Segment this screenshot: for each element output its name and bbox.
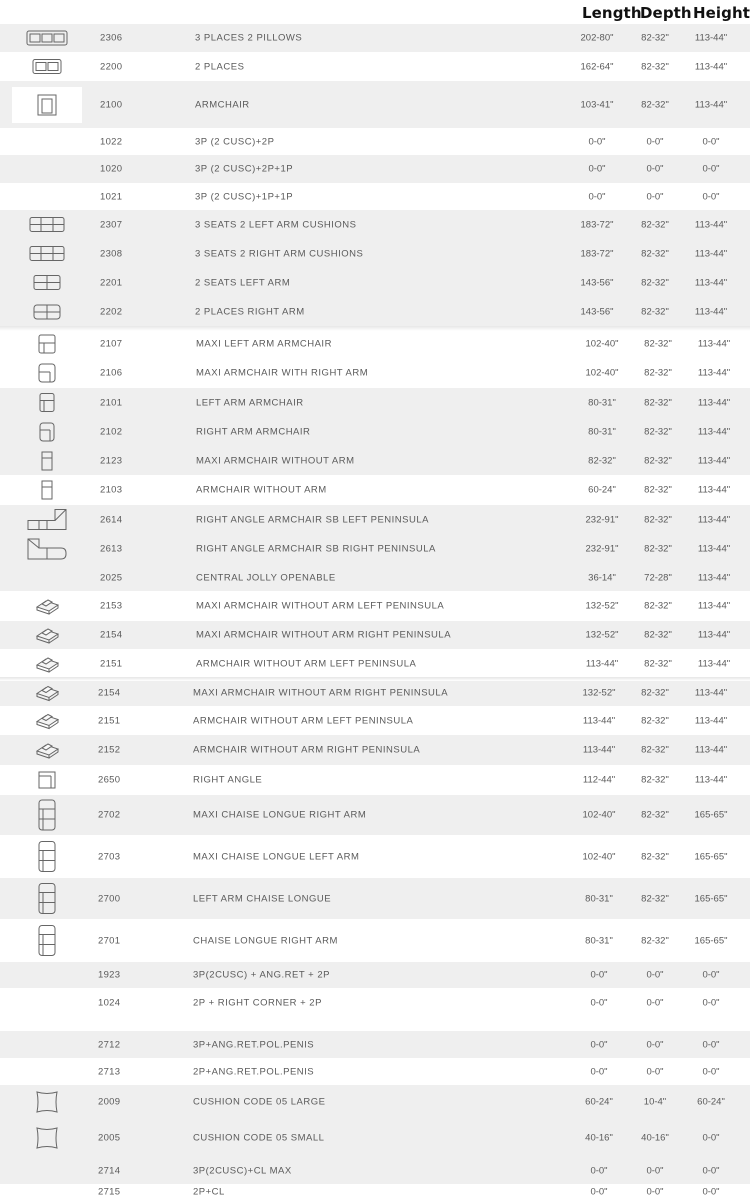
depth-value: 0-0" bbox=[646, 136, 664, 147]
height-value: 113-44" bbox=[694, 774, 728, 786]
product-description: 2P+ANG.RET.POL.PENIS bbox=[193, 1066, 315, 1077]
sofa-2-places-icon bbox=[16, 54, 78, 79]
length-value: 0-0" bbox=[590, 997, 608, 1008]
table-row bbox=[0, 128, 750, 155]
product-code: 2151 bbox=[98, 715, 121, 726]
depth-value: 0-0" bbox=[646, 997, 664, 1008]
depth-value: 82-32" bbox=[641, 306, 669, 318]
product-code: 2201 bbox=[100, 277, 123, 288]
table-row bbox=[0, 765, 750, 795]
table-row bbox=[0, 1119, 750, 1157]
depth-value: 10-4" bbox=[643, 1096, 667, 1108]
height-value: 113-44" bbox=[697, 572, 731, 583]
height-value: 165-65" bbox=[694, 935, 728, 946]
height-value: 113-44" bbox=[694, 306, 728, 318]
length-value: 132-52" bbox=[585, 629, 619, 641]
length-value: 113-44" bbox=[582, 715, 616, 726]
height-value: 113-44" bbox=[694, 744, 728, 756]
product-description: 3 SEATS 2 LEFT ARM CUSHIONS bbox=[195, 219, 357, 230]
height-value: 0-0" bbox=[702, 191, 720, 202]
depth-value: 72-28" bbox=[644, 572, 672, 583]
length-value: 0-0" bbox=[590, 1039, 608, 1050]
height-value: 0-0" bbox=[702, 136, 720, 147]
section-divider bbox=[0, 326, 750, 331]
height-value: 113-44" bbox=[697, 514, 731, 525]
table-row bbox=[0, 1184, 750, 1200]
table-row bbox=[0, 621, 750, 649]
table-row bbox=[0, 919, 750, 962]
sofa-2-places-right-arm-icon bbox=[16, 299, 78, 325]
depth-value: 0-0" bbox=[646, 1165, 664, 1176]
product-description: 3 PLACES 2 PILLOWS bbox=[195, 32, 303, 44]
product-code: 2100 bbox=[100, 99, 123, 110]
right-angle-right-peninsula-icon bbox=[16, 536, 78, 562]
product-description: ARMCHAIR bbox=[195, 99, 250, 110]
table-row bbox=[0, 649, 750, 679]
depth-value: 82-32" bbox=[644, 629, 672, 641]
product-code: 2713 bbox=[98, 1066, 121, 1077]
depth-value: 82-32" bbox=[644, 426, 672, 438]
height-value: 165-65" bbox=[694, 893, 728, 904]
product-description: ARMCHAIR WITHOUT ARM RIGHT PENINSULA bbox=[193, 744, 421, 756]
product-code: 2308 bbox=[100, 248, 123, 259]
height-value: 113-44" bbox=[697, 629, 731, 641]
right-angle-icon bbox=[16, 767, 78, 793]
table-row bbox=[0, 81, 750, 128]
height-value: 113-44" bbox=[697, 484, 731, 496]
depth-value: 82-32" bbox=[644, 367, 672, 379]
product-code: 2700 bbox=[98, 893, 121, 904]
height-value: 113-44" bbox=[697, 600, 731, 612]
height-value: 113-44" bbox=[697, 367, 731, 379]
peninsula-perspective-icon bbox=[16, 708, 78, 733]
depth-value: 82-32" bbox=[644, 658, 672, 670]
table-row bbox=[0, 268, 750, 297]
table-row bbox=[0, 183, 750, 210]
table-row bbox=[0, 210, 750, 239]
product-code: 2154 bbox=[100, 629, 123, 641]
depth-value: 82-32" bbox=[641, 687, 669, 698]
height-value: 113-44" bbox=[694, 248, 728, 259]
length-value: 60-24" bbox=[585, 1096, 613, 1108]
product-description: MAXI LEFT ARM ARMCHAIR bbox=[196, 338, 332, 350]
depth-value: 82-32" bbox=[641, 32, 669, 44]
depth-value: 0-0" bbox=[646, 191, 664, 202]
depth-value: 82-32" bbox=[644, 600, 672, 612]
depth-value: 82-32" bbox=[644, 484, 672, 496]
depth-value: 82-32" bbox=[641, 277, 669, 288]
length-value: 0-0" bbox=[590, 969, 608, 981]
table-row bbox=[0, 1017, 750, 1031]
length-value: 80-31" bbox=[585, 935, 613, 946]
product-description: MAXI ARMCHAIR WITHOUT ARM LEFT PENINSULA bbox=[196, 600, 445, 612]
product-code: 2009 bbox=[98, 1096, 121, 1108]
product-description: 3P (2 CUSC)+2P+1P bbox=[195, 163, 294, 175]
product-description: 2 SEATS LEFT ARM bbox=[195, 277, 291, 288]
length-value: 232-91" bbox=[585, 543, 619, 555]
armchair-icon bbox=[12, 87, 82, 123]
height-value: 0-0" bbox=[702, 1186, 720, 1198]
product-code: 1021 bbox=[100, 191, 123, 202]
right-angle-left-peninsula-icon bbox=[16, 507, 78, 532]
height-value: 0-0" bbox=[702, 1039, 720, 1050]
product-description: ARMCHAIR WITHOUT ARM bbox=[196, 484, 327, 496]
product-description: 3P (2 CUSC)+1P+1P bbox=[195, 191, 294, 202]
height-value: 0-0" bbox=[702, 969, 720, 981]
table-row bbox=[0, 1085, 750, 1119]
product-code: 1923 bbox=[98, 969, 121, 981]
length-value: 82-32" bbox=[588, 455, 616, 467]
sofa-3-seats-right-arm-icon bbox=[16, 241, 78, 266]
depth-value: 0-0" bbox=[646, 1066, 664, 1077]
height-value: 165-65" bbox=[694, 809, 728, 821]
length-value: 36-14" bbox=[588, 572, 616, 583]
depth-value: 82-32" bbox=[641, 715, 669, 726]
product-code: 2106 bbox=[100, 367, 123, 379]
table-row bbox=[0, 358, 750, 388]
product-description: ARMCHAIR WITHOUT ARM LEFT PENINSULA bbox=[196, 658, 417, 670]
table-row bbox=[0, 1058, 750, 1085]
depth-value: 82-32" bbox=[641, 774, 669, 786]
depth-value: 82-32" bbox=[641, 935, 669, 946]
peninsula-perspective-icon bbox=[16, 593, 78, 619]
sofa-3-seats-left-arm-icon bbox=[16, 212, 78, 237]
height-header: Height bbox=[693, 4, 750, 22]
height-value: 113-44" bbox=[694, 61, 728, 72]
table-row bbox=[0, 330, 750, 358]
length-value: 40-16" bbox=[585, 1132, 613, 1144]
depth-value: 82-32" bbox=[641, 893, 669, 904]
product-description: 3P(2CUSC) + ANG.RET + 2P bbox=[193, 969, 330, 981]
product-code: 2102 bbox=[100, 426, 123, 438]
product-description: MAXI ARMCHAIR WITHOUT ARM RIGHT PENINSULA bbox=[193, 687, 449, 698]
table-row bbox=[0, 735, 750, 765]
left-arm-armchair-icon bbox=[16, 390, 78, 415]
depth-value: 82-32" bbox=[644, 397, 672, 408]
cushion-icon bbox=[16, 1121, 78, 1155]
product-code: 2307 bbox=[100, 219, 123, 230]
depth-value: 82-32" bbox=[644, 514, 672, 525]
table-row bbox=[0, 564, 750, 591]
length-value: 113-44" bbox=[585, 658, 619, 670]
depth-value: 0-0" bbox=[646, 1186, 664, 1198]
length-value: 80-31" bbox=[588, 397, 616, 408]
section-divider bbox=[0, 677, 750, 681]
sofa-3-places-icon bbox=[16, 26, 78, 50]
length-value: 102-40" bbox=[585, 338, 619, 350]
cushion-icon bbox=[16, 1087, 78, 1117]
depth-value: 0-0" bbox=[646, 163, 664, 175]
chaise-longue-icon bbox=[16, 880, 78, 917]
depth-header: Depth bbox=[640, 4, 692, 22]
product-description: RIGHT ARM ARMCHAIR bbox=[196, 426, 311, 438]
length-value: 202-80" bbox=[580, 32, 614, 44]
product-code: 2151 bbox=[100, 658, 123, 670]
height-value: 113-44" bbox=[694, 99, 728, 110]
product-description: 3P+ANG.RET.POL.PENIS bbox=[193, 1039, 315, 1050]
product-code: 2025 bbox=[100, 572, 123, 583]
product-description: 3P (2 CUSC)+2P bbox=[195, 136, 275, 147]
product-code: 2202 bbox=[100, 306, 123, 318]
product-description: MAXI ARMCHAIR WITHOUT ARM RIGHT PENINSULA bbox=[196, 629, 452, 641]
table-row bbox=[0, 417, 750, 447]
length-value: 0-0" bbox=[588, 136, 606, 147]
product-code: 2614 bbox=[100, 514, 123, 525]
length-value: 132-52" bbox=[582, 687, 616, 698]
peninsula-perspective-icon bbox=[16, 651, 78, 677]
chaise-longue-icon bbox=[16, 921, 78, 960]
product-description: CENTRAL JOLLY OPENABLE bbox=[196, 572, 336, 583]
depth-value: 82-32" bbox=[641, 744, 669, 756]
product-description: 2 PLACES bbox=[195, 61, 245, 72]
height-value: 113-44" bbox=[697, 543, 731, 555]
length-value: 0-0" bbox=[590, 1165, 608, 1176]
table-row bbox=[0, 24, 750, 52]
length-value: 132-52" bbox=[585, 600, 619, 612]
product-description: RIGHT ANGLE bbox=[193, 774, 263, 786]
height-value: 113-44" bbox=[694, 277, 728, 288]
product-code: 2702 bbox=[98, 809, 121, 821]
height-value: 113-44" bbox=[697, 426, 731, 438]
length-value: 0-0" bbox=[590, 1186, 608, 1198]
depth-value: 0-0" bbox=[646, 1039, 664, 1050]
product-description: MAXI ARMCHAIR WITHOUT ARM bbox=[196, 455, 355, 467]
maxi-armchair-no-arm-icon bbox=[16, 449, 78, 473]
length-value: 0-0" bbox=[588, 163, 606, 175]
table-row bbox=[0, 52, 750, 81]
product-description: RIGHT ANGLE ARMCHAIR SB RIGHT PENINSULA bbox=[196, 543, 436, 555]
table-row bbox=[0, 505, 750, 534]
length-value: 80-31" bbox=[588, 426, 616, 438]
product-code: 2103 bbox=[100, 484, 123, 496]
length-value: 113-44" bbox=[582, 744, 616, 756]
product-description: 2 PLACES RIGHT ARM bbox=[195, 306, 305, 318]
product-code: 1022 bbox=[100, 136, 123, 147]
product-description: 3 SEATS 2 RIGHT ARM CUSHIONS bbox=[195, 248, 364, 259]
height-value: 0-0" bbox=[702, 1066, 720, 1077]
product-description: ARMCHAIR WITHOUT ARM LEFT PENINSULA bbox=[193, 715, 414, 726]
depth-value: 82-32" bbox=[641, 851, 669, 862]
product-description: MAXI CHAISE LONGUE RIGHT ARM bbox=[193, 809, 367, 821]
product-description: MAXI CHAISE LONGUE LEFT ARM bbox=[193, 851, 360, 862]
table-row bbox=[0, 679, 750, 706]
height-value: 0-0" bbox=[702, 1132, 720, 1144]
height-value: 0-0" bbox=[702, 1165, 720, 1176]
depth-value: 82-32" bbox=[644, 543, 672, 555]
chaise-longue-icon bbox=[16, 797, 78, 833]
depth-value: 82-32" bbox=[641, 248, 669, 259]
depth-value: 0-0" bbox=[646, 969, 664, 981]
right-arm-armchair-icon bbox=[16, 419, 78, 445]
length-value: 102-40" bbox=[582, 851, 616, 862]
product-code: 1020 bbox=[100, 163, 123, 175]
length-value: 80-31" bbox=[585, 893, 613, 904]
height-value: 113-44" bbox=[697, 658, 731, 670]
table-row bbox=[0, 447, 750, 475]
product-description: LEFT ARM ARMCHAIR bbox=[196, 397, 304, 408]
product-code: 2613 bbox=[100, 543, 123, 555]
product-code: 2701 bbox=[98, 935, 121, 946]
height-value: 113-44" bbox=[694, 687, 728, 698]
length-value: 0-0" bbox=[588, 191, 606, 202]
depth-value: 82-32" bbox=[641, 61, 669, 72]
product-code: 2005 bbox=[98, 1132, 121, 1144]
table-row bbox=[0, 155, 750, 183]
product-code: 2107 bbox=[100, 338, 123, 350]
height-value: 113-44" bbox=[694, 715, 728, 726]
table-row bbox=[0, 1031, 750, 1058]
table-row bbox=[0, 962, 750, 988]
product-code: 2712 bbox=[98, 1039, 121, 1050]
table-row bbox=[0, 388, 750, 417]
length-value: 143-56" bbox=[580, 277, 614, 288]
table-row bbox=[0, 835, 750, 878]
product-code: 2154 bbox=[98, 687, 121, 698]
product-description: RIGHT ANGLE ARMCHAIR SB LEFT PENINSULA bbox=[196, 514, 429, 525]
height-value: 113-44" bbox=[697, 397, 731, 408]
table-row bbox=[0, 878, 750, 919]
length-value: 102-40" bbox=[585, 367, 619, 379]
peninsula-perspective-icon bbox=[16, 737, 78, 763]
product-code: 2650 bbox=[98, 774, 121, 786]
table-row bbox=[0, 591, 750, 621]
peninsula-perspective-icon bbox=[16, 681, 78, 704]
product-code: 2715 bbox=[98, 1186, 121, 1198]
product-description: 2P + RIGHT CORNER + 2P bbox=[193, 997, 322, 1008]
length-value: 232-91" bbox=[585, 514, 619, 525]
product-description: CHAISE LONGUE RIGHT ARM bbox=[193, 935, 338, 946]
height-value: 113-44" bbox=[694, 219, 728, 230]
height-value: 113-44" bbox=[697, 455, 731, 467]
depth-value: 40-16" bbox=[641, 1132, 669, 1144]
product-description: CUSHION CODE 05 LARGE bbox=[193, 1096, 326, 1108]
table-row bbox=[0, 239, 750, 268]
depth-value: 82-32" bbox=[641, 99, 669, 110]
length-value: 60-24" bbox=[588, 484, 616, 496]
length-value: 112-44" bbox=[582, 774, 616, 786]
product-code: 2153 bbox=[100, 600, 123, 612]
product-code: 2703 bbox=[98, 851, 121, 862]
length-value: 102-40" bbox=[582, 809, 616, 821]
length-value: 162-64" bbox=[580, 61, 614, 72]
height-value: 0-0" bbox=[702, 163, 720, 175]
depth-value: 82-32" bbox=[641, 219, 669, 230]
armchair-no-arm-icon bbox=[16, 477, 78, 503]
product-code: 2714 bbox=[98, 1165, 121, 1176]
length-value: 143-56" bbox=[580, 306, 614, 318]
product-code: 2152 bbox=[98, 744, 121, 756]
table-row bbox=[0, 1157, 750, 1184]
height-value: 0-0" bbox=[702, 997, 720, 1008]
table-row bbox=[0, 534, 750, 564]
length-value: 103-41" bbox=[580, 99, 614, 110]
chaise-longue-icon bbox=[16, 837, 78, 876]
table-row bbox=[0, 475, 750, 505]
height-value: 60-24" bbox=[697, 1096, 725, 1108]
product-code: 2200 bbox=[100, 61, 123, 72]
product-code: 2123 bbox=[100, 455, 123, 467]
depth-value: 82-32" bbox=[644, 338, 672, 350]
product-description: MAXI ARMCHAIR WITH RIGHT ARM bbox=[196, 367, 369, 379]
maxi-right-arm-armchair-icon bbox=[16, 360, 78, 386]
product-description: CUSHION CODE 05 SMALL bbox=[193, 1132, 325, 1144]
product-description: LEFT ARM CHAISE LONGUE bbox=[193, 893, 332, 904]
length-value: 183-72" bbox=[580, 219, 614, 230]
height-value: 113-44" bbox=[694, 32, 728, 44]
sofa-2-seats-left-arm-icon bbox=[16, 270, 78, 295]
length-value: 183-72" bbox=[580, 248, 614, 259]
product-code: 1024 bbox=[98, 997, 121, 1008]
peninsula-perspective-icon bbox=[16, 623, 78, 647]
product-code: 2101 bbox=[100, 397, 123, 408]
product-description: 3P(2CUSC)+CL MAX bbox=[193, 1165, 292, 1176]
length-value: 0-0" bbox=[590, 1066, 608, 1077]
table-row bbox=[0, 988, 750, 1017]
table-row bbox=[0, 795, 750, 835]
depth-value: 82-32" bbox=[641, 809, 669, 821]
height-value: 165-65" bbox=[694, 851, 728, 862]
table-row bbox=[0, 297, 750, 327]
product-description: 2P+CL bbox=[193, 1186, 225, 1198]
table-row bbox=[0, 706, 750, 735]
product-code: 2306 bbox=[100, 32, 123, 44]
height-value: 113-44" bbox=[697, 338, 731, 350]
maxi-left-arm-armchair-icon bbox=[16, 332, 78, 356]
length-header: Length bbox=[582, 4, 642, 22]
depth-value: 82-32" bbox=[644, 455, 672, 467]
